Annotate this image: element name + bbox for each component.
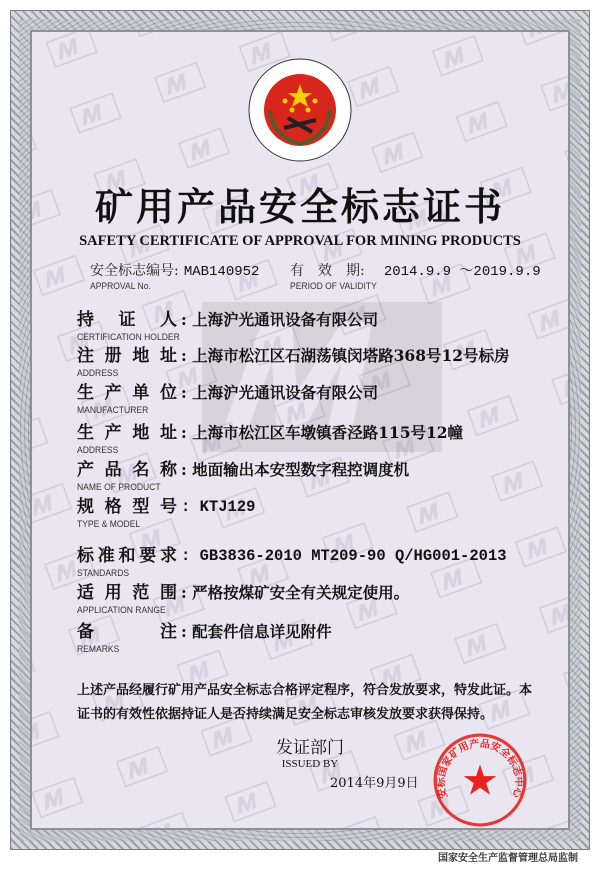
field-label: 标准和要求 [77, 546, 177, 566]
validity-period [290, 260, 541, 292]
field-label-en: CERTIFICATION HOLDER [77, 332, 180, 343]
field-label-en: STANDARDS [77, 568, 130, 579]
field-label: 生产单位 [77, 383, 177, 403]
issued-by-label: 发证部门 [276, 738, 344, 758]
field-label-en: ADDRESS [77, 445, 119, 456]
field-production-address: 生产地址 : 上海市松江区车墩镇香泾路115号12幢 ADDRESS [77, 423, 464, 456]
field-value: 地面输出本安型数字程控调度机 [192, 460, 410, 479]
issued-by-label-en: ISSUED BY [281, 758, 339, 770]
field-label: 备注 [77, 622, 177, 642]
field-registered-address: 注册地址 : 上海市松江区石湖荡镇闵塔路368号12号标房 ADDRESS [77, 346, 510, 379]
field-label-en: REMARKS [77, 644, 120, 655]
field-value: 上海沪光通讯设备有限公司 [192, 310, 379, 329]
approval-label: 安全标志编号: [90, 263, 179, 279]
certificate-subtitle: SAFETY CERTIFICATE OF APPROVAL FOR MINING PRODUCTS [79, 233, 521, 249]
field-label: 产品名称 [77, 460, 177, 480]
field-label-en: NAME OF PRODUCT [77, 482, 161, 493]
field-label: 规格型号 [77, 497, 177, 517]
field-manufacturer: 生产单位 : 上海沪光通讯设备有限公司 MANUFACTURER [77, 383, 379, 416]
footer-supervisor: 国家安全生产监督管理总局监制 [438, 853, 578, 864]
seal-text: 安标国家矿用产品安全标志中心 [436, 738, 524, 800]
field-value: 上海市松江区石湖荡镇闵塔路368号12号标房 [192, 346, 510, 365]
field-label-en: TYPE & MODEL [77, 519, 141, 530]
statement-line-2: 证书的有效性依据持证人是否持续满足安全标志审核发放要求获得保持。 [77, 707, 494, 722]
field-label-en: MANUFACTURER [77, 405, 149, 416]
validity-label: 有 效 期: [290, 263, 365, 279]
field-standards: 标准和要求 : GB3836-2010 MT209-90 Q/HG001-2013 STANDARDS [77, 546, 507, 579]
approval-label-en: APPROVAL No. [90, 281, 151, 292]
validity-value: 2014.9.9 ～2019.9.9 [383, 264, 541, 280]
field-label: 生产地址 [77, 423, 177, 443]
field-holder: 持证人 : 上海沪光通讯设备有限公司 CERTIFICATION HOLDER [77, 310, 379, 343]
field-label: 适用范围 [77, 583, 177, 603]
field-label: 注册地址 [77, 346, 177, 366]
state-emblem-seal [248, 58, 352, 162]
field-remarks: 备注 : 配套件信息详见附件 REMARKS [77, 622, 332, 655]
field-value: 上海沪光通讯设备有限公司 [192, 383, 379, 402]
red-official-seal [432, 732, 528, 828]
issue-date: 2014年9月9日 [330, 776, 419, 791]
field-value: 严格按煤矿安全有关规定使用。 [192, 583, 410, 602]
validity-label-en: PERIOD OF VALIDITY [290, 281, 377, 292]
field-type-model: 规格型号 : KTJ129 TYPE & MODEL [77, 497, 256, 530]
field-application-range: 适用范围 : 严格按煤矿安全有关规定使用。 APPLICATION RANGE [77, 583, 410, 616]
field-label-en: APPLICATION RANGE [77, 605, 166, 616]
issued-by [270, 738, 350, 771]
field-value: 配套件信息详见附件 [192, 622, 332, 641]
approval-number [90, 260, 259, 292]
field-value: GB3836-2010 MT209-90 Q/HG001-2013 [199, 547, 507, 565]
statement-line-1: 上述产品经履行矿用产品安全标志合格评定程序，符合发放要求，特发此证。本 [77, 683, 533, 698]
field-label-en: ADDRESS [77, 368, 119, 379]
field-product-name: 产品名称 : 地面输出本安型数字程控调度机 NAME OF PRODUCT [77, 460, 410, 493]
field-label: 持证人 [77, 310, 177, 330]
approval-value: MAB140952 [183, 264, 260, 280]
field-value: KTJ129 [199, 498, 256, 516]
field-value: 上海市松江区车墩镇香泾路115号12幢 [192, 423, 464, 442]
certificate-title: 矿用产品安全标志证书 [94, 184, 505, 229]
